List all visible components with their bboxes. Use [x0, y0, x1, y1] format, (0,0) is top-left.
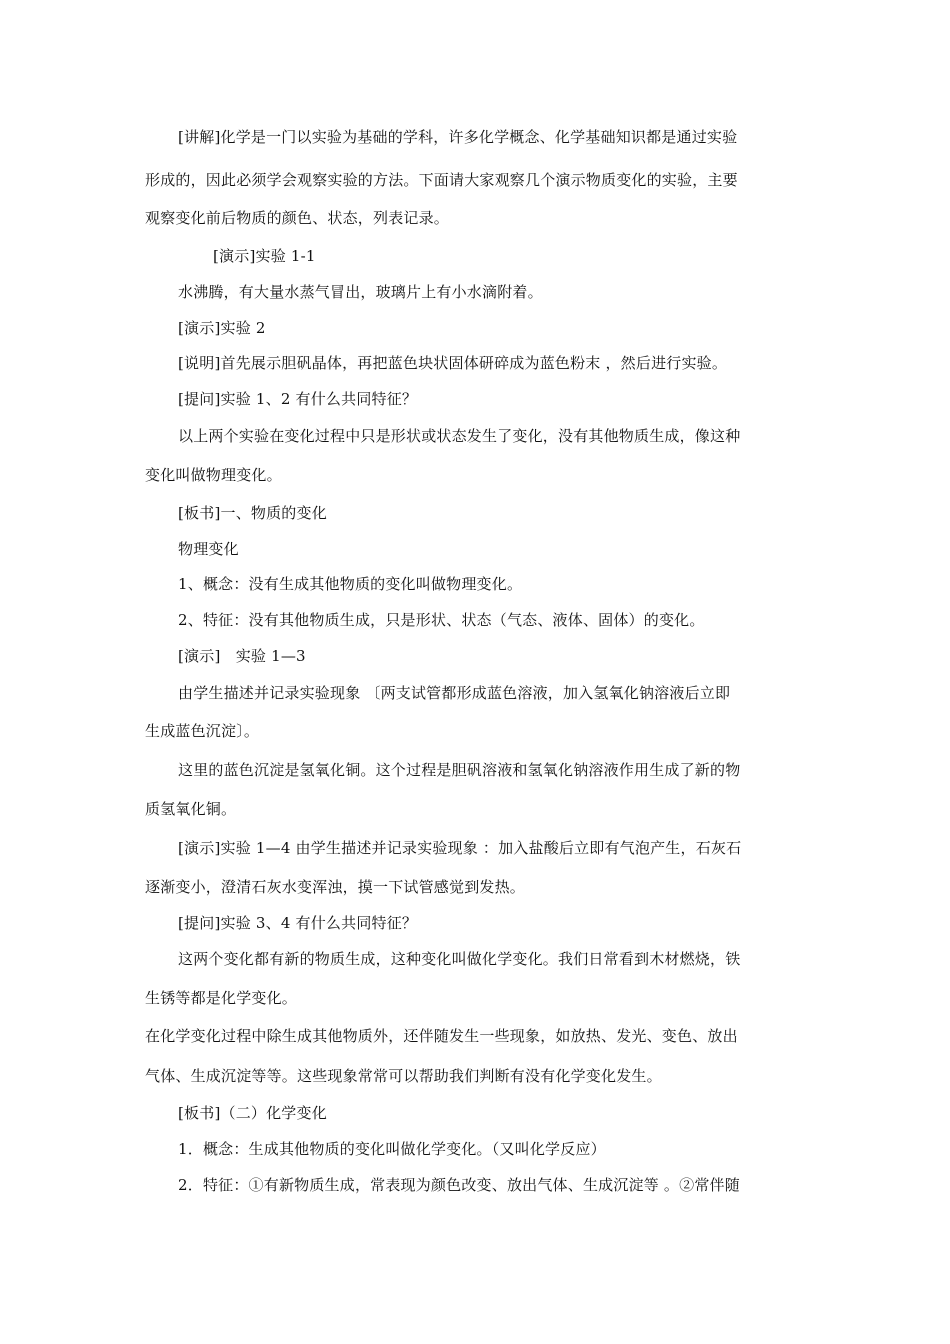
paragraph-line: 由学生描述并记录实验现象 〔两支试管都形成蓝色溶液，加入氢氧化钠溶液后立即 — [178, 684, 731, 702]
paragraph-line: 2、特征：没有其他物质生成，只是形状、状态（气态、液体、固体）的变化。 — [178, 611, 705, 629]
paragraph-line: 生锈等都是化学变化。 — [145, 989, 298, 1007]
paragraph-line: 变化叫做物理变化。 — [145, 466, 282, 484]
paragraph-line: [板书]一、物质的变化 — [178, 504, 327, 522]
paragraph-line: 物理变化 — [178, 540, 239, 558]
paragraph-line: 2．特征：①有新物质生成，常表现为颜色改变、放出气体、生成沉淀等 。②常伴随 — [178, 1176, 740, 1194]
paragraph-line: [演示]实验 2 — [178, 319, 266, 337]
paragraph-line: 生成蓝色沉淀〕。 — [145, 722, 260, 740]
paragraph-line: 1、概念：没有生成其他物质的变化叫做物理变化。 — [178, 575, 523, 593]
paragraph-line: [提问]实验 1、2 有什么共同特征？ — [178, 390, 418, 408]
paragraph-line: [演示] 实验 1—3 — [178, 647, 306, 665]
paragraph-line: [说明]首先展示胆矾晶体，再把蓝色块状固体研碎成为蓝色粉末 ，然后进行实验。 — [178, 354, 728, 372]
paragraph-line: 这两个变化都有新的物质生成，这种变化叫做化学变化。我们日常看到木材燃烧，铁 — [178, 950, 741, 968]
paragraph-line: [讲解]化学是一门以实验为基础的学科，许多化学概念、化学基础知识都是通过实验 — [178, 128, 738, 146]
paragraph-line: 观察变化前后物质的颜色、状态，列表记录。 — [145, 209, 450, 227]
paragraph-line: 水沸腾，有大量水蒸气冒出，玻璃片上有小水滴附着。 — [178, 283, 543, 301]
paragraph-line: 形成的，因此必须学会观察实验的方法。下面请大家观察几个演示物质变化的实验，主要 — [145, 171, 738, 189]
paragraph-line: 这里的蓝色沉淀是氢氧化铜。这个过程是胆矾溶液和氢氧化钠溶液作用生成了新的物 — [178, 761, 741, 779]
paragraph-line: 在化学变化过程中除生成其他物质外，还伴随发生一些现象，如放热、发光、变色、放出 — [145, 1027, 738, 1045]
paragraph-line: 逐渐变小，澄清石灰水变浑浊，摸一下试管感觉到发热。 — [145, 878, 526, 896]
paragraph-line: [演示]实验 1-1 — [213, 247, 316, 265]
paragraph-line: 1．概念：生成其他物质的变化叫做化学变化。（又叫化学反应） — [178, 1140, 606, 1158]
paragraph-line: [演示]实验 1—4 由学生描述并记录实验现象 ：加入盐酸后立即有气泡产生，石灰石 — [178, 839, 742, 857]
paragraph-line: 质氢氧化铜。 — [145, 800, 237, 818]
paragraph-line: 以上两个实验在变化过程中只是形状或状态发生了变化，没有其他物质生成，像这种 — [178, 427, 741, 445]
paragraph-line: [板书]（二）化学变化 — [178, 1104, 327, 1122]
paragraph-line: 气体、生成沉淀等等。这些现象常常可以帮助我们判断有没有化学变化发生。 — [145, 1067, 662, 1085]
paragraph-line: [提问]实验 3、4 有什么共同特征？ — [178, 914, 418, 932]
